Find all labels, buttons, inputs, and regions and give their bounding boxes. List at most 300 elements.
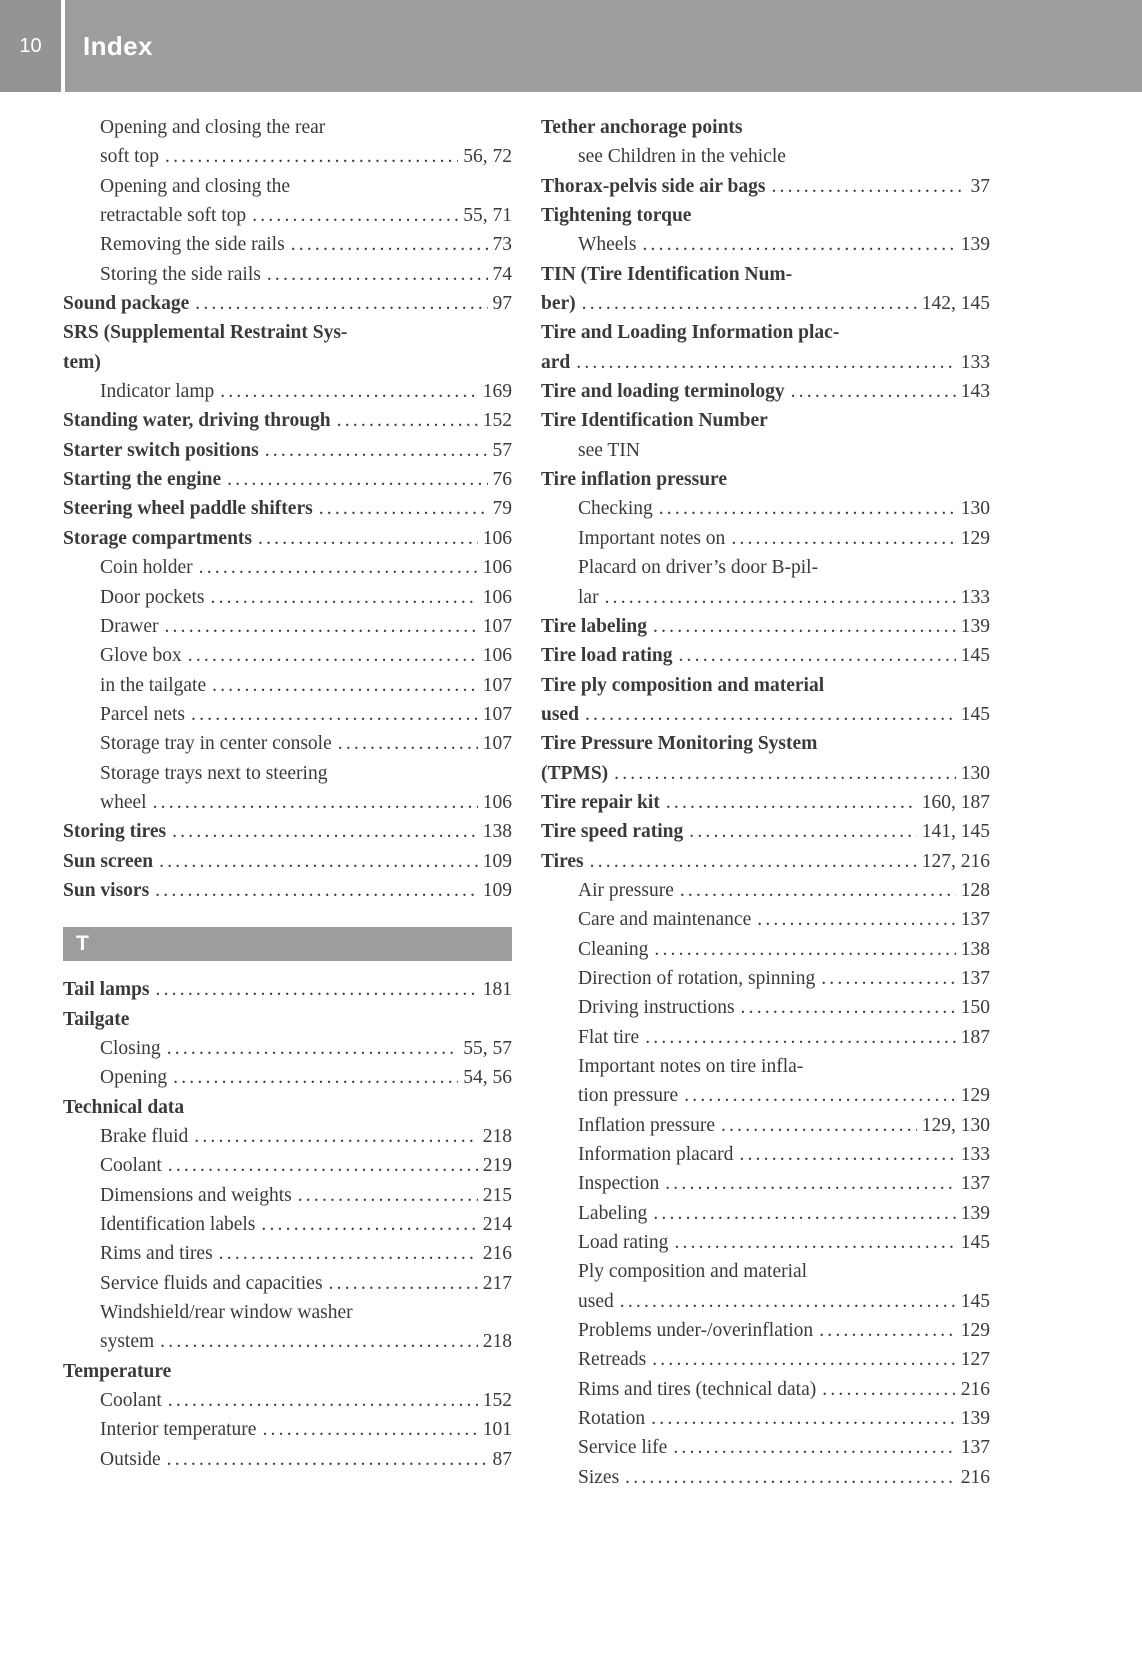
header-divider (61, 0, 65, 92)
entry-text: Sound package (63, 293, 190, 315)
entry-line (578, 494, 990, 523)
entry-page-number: 217 (482, 1272, 512, 1294)
entry-text: Placard on driver’s door B-pil- (578, 557, 819, 579)
index-entry (63, 975, 512, 1004)
dot-leader (654, 935, 955, 964)
entry-text: Inspection (578, 1173, 660, 1195)
entry-line (578, 1169, 990, 1198)
entry-line (100, 142, 512, 171)
dot-leader (153, 788, 478, 817)
entry-line (63, 524, 512, 553)
entry-page-number: 128 (960, 879, 990, 901)
entry-page-number: 109 (482, 879, 512, 901)
entry-line (578, 1433, 990, 1462)
entry-line (100, 1210, 512, 1239)
index-entry (541, 524, 990, 553)
entry-line (100, 759, 512, 788)
entry-page-number: 106 (482, 791, 512, 813)
dot-leader (168, 1386, 478, 1415)
entry-text: Service life (578, 1437, 668, 1459)
entry-page-number: 97 (492, 293, 512, 315)
entry-line (541, 847, 990, 876)
entry-text: Steering wheel paddle shifters (63, 498, 313, 520)
entry-text: Tire speed rating (541, 821, 684, 843)
index-entry (541, 465, 990, 494)
entry-line (100, 1445, 512, 1474)
entry-text: see TIN (578, 439, 640, 461)
page-header (0, 0, 1142, 92)
entry-page-number: 37 (970, 175, 990, 197)
entry-line (100, 172, 512, 201)
index-entry (541, 494, 990, 523)
entry-text: Indicator lamp (100, 381, 215, 403)
index-entry (541, 230, 990, 259)
dot-leader (582, 289, 917, 318)
index-entry (541, 318, 990, 377)
entry-text: ard (541, 351, 571, 373)
entry-text: see Children in the vehicle (578, 146, 786, 168)
entry-line (100, 641, 512, 670)
entry-line (63, 847, 512, 876)
entry-page-number: 216 (960, 1378, 990, 1400)
entry-text: Tire inflation pressure (541, 469, 727, 491)
entry-text: tion pressure (578, 1085, 679, 1107)
entry-page-number: 219 (482, 1155, 512, 1177)
entry-text: Identification labels (100, 1214, 256, 1236)
entry-text: Storage tray in center console (100, 733, 332, 755)
index-entry (541, 847, 990, 876)
entry-text: SRS (Supplemental Restraint Sys- (63, 322, 348, 344)
entry-text: Interior temperature (100, 1419, 257, 1441)
index-entry (541, 1463, 990, 1492)
dot-leader (337, 406, 478, 435)
index-entry (541, 993, 990, 1022)
entry-line (100, 553, 512, 582)
entry-line (100, 1386, 512, 1415)
index-entry (63, 847, 512, 876)
dot-leader (262, 1415, 477, 1444)
entry-line (100, 788, 512, 817)
index-entry (63, 700, 512, 729)
index-entry (541, 172, 990, 201)
entry-line (578, 583, 990, 612)
entry-page-number: 130 (960, 762, 990, 784)
entry-page-number: 107 (482, 615, 512, 637)
entry-page-number: 129 (960, 1085, 990, 1107)
entry-line (63, 465, 512, 494)
entry-page-number: 139 (960, 1202, 990, 1224)
index-entry (541, 905, 990, 934)
dot-leader (219, 1239, 478, 1268)
entry-page-number: 150 (960, 997, 990, 1019)
index-entry (63, 1122, 512, 1151)
dot-leader (680, 876, 956, 905)
entry-text: TIN (Tire Identification Num- (541, 263, 793, 285)
entry-line (578, 524, 990, 553)
entry-page-number: 218 (482, 1126, 512, 1147)
dot-leader (227, 465, 487, 494)
entry-page-number: 139 (960, 1408, 990, 1430)
index-entry (541, 436, 990, 465)
dot-leader (167, 1445, 488, 1474)
entry-line (63, 1005, 512, 1034)
entry-line (578, 436, 990, 465)
dot-leader (258, 524, 478, 553)
index-entry (63, 1034, 512, 1063)
entry-line (578, 1199, 990, 1228)
entry-text: Door pockets (100, 586, 205, 608)
entry-text: Tire labeling (541, 615, 648, 637)
dot-leader (590, 847, 917, 876)
entry-line (578, 993, 990, 1022)
index-entry (63, 1210, 512, 1239)
index-entry (63, 1269, 512, 1298)
entry-text: Sun screen (63, 850, 154, 872)
entry-line (100, 671, 512, 700)
dot-leader (159, 847, 478, 876)
entry-page-number: 215 (482, 1184, 512, 1206)
index-entry (63, 113, 512, 172)
index-entry (541, 1228, 990, 1257)
entry-page-number: 133 (960, 1144, 990, 1166)
entry-text: Rotation (578, 1408, 646, 1430)
entry-page-number: 216 (482, 1243, 512, 1265)
dot-leader (155, 876, 478, 905)
dot-leader (821, 964, 956, 993)
entry-line (100, 1269, 512, 1298)
entry-text: Opening and closing the (100, 175, 291, 197)
entry-page-number: 214 (482, 1214, 512, 1236)
index-entry (541, 1257, 990, 1316)
entry-text: Opening and closing the rear (100, 117, 326, 138)
dot-leader (267, 260, 488, 289)
entry-text: tem) (63, 351, 101, 373)
dot-leader (252, 201, 458, 230)
entry-line (100, 612, 512, 641)
index-column-right (541, 113, 990, 1492)
entry-page-number: 152 (482, 1390, 512, 1412)
entry-page-number: 107 (482, 733, 512, 755)
entry-line (578, 142, 990, 171)
entry-line (541, 377, 990, 406)
entry-line (100, 583, 512, 612)
entry-line (100, 1415, 512, 1444)
entry-text: Tire repair kit (541, 791, 660, 813)
entry-text: Starting the engine (63, 469, 222, 491)
entry-line (578, 1052, 990, 1081)
dot-leader (172, 817, 478, 846)
entry-line (578, 1316, 990, 1345)
dot-leader (329, 1269, 478, 1298)
dot-leader (678, 641, 955, 670)
entry-page-number: 87 (492, 1448, 512, 1470)
entry-line (100, 1122, 512, 1151)
entry-line (541, 406, 990, 435)
dot-leader (194, 1122, 477, 1151)
entry-page-number: 216 (960, 1466, 990, 1488)
entry-line (100, 1181, 512, 1210)
entry-text: Problems under-/overinflation (578, 1320, 814, 1342)
index-entry (63, 1357, 512, 1386)
dot-leader (721, 1111, 917, 1140)
entry-line (63, 436, 512, 465)
entry-line (578, 1140, 990, 1169)
index-entry (541, 142, 990, 171)
index-entry (541, 1375, 990, 1404)
dot-leader (211, 583, 478, 612)
entry-text: Tire ply composition and material (541, 674, 825, 696)
dot-leader (674, 1228, 955, 1257)
index-entry (63, 553, 512, 582)
entry-line (63, 318, 512, 347)
dot-leader (298, 1181, 478, 1210)
index-entry (63, 260, 512, 289)
entry-line (541, 700, 990, 729)
index-entry (541, 260, 990, 319)
dot-leader (741, 993, 956, 1022)
dot-leader (642, 230, 955, 259)
entry-line (541, 788, 990, 817)
index-entry (63, 1239, 512, 1268)
dot-leader (666, 788, 917, 817)
dot-leader (684, 1081, 956, 1110)
entry-text: retractable soft top (100, 205, 247, 227)
entry-line (100, 729, 512, 758)
entry-text: (TPMS) (541, 762, 609, 784)
index-entry (63, 1386, 512, 1415)
dot-leader (220, 377, 478, 406)
dot-leader (191, 700, 478, 729)
dot-leader (757, 905, 956, 934)
entry-page-number: 127 (960, 1349, 990, 1371)
entry-text: Rims and tires (technical data) (578, 1378, 817, 1400)
index-entry (63, 612, 512, 641)
entry-line (578, 1463, 990, 1492)
entry-line (63, 494, 512, 523)
entry-line (100, 1034, 512, 1063)
entry-line (100, 377, 512, 406)
index-entry (541, 1140, 990, 1169)
entry-text: Removing the side rails (100, 234, 285, 256)
entry-text: Service fluids and capacities (100, 1272, 323, 1294)
entry-line (578, 1081, 990, 1110)
entry-line (100, 1063, 512, 1092)
entry-line (63, 406, 512, 435)
index-entry (63, 1415, 512, 1444)
index-entry (541, 553, 990, 612)
entry-page-number: 107 (482, 703, 512, 725)
entry-line (541, 260, 990, 289)
entry-text: Driving instructions (578, 997, 735, 1019)
entry-text: Tire and loading terminology (541, 381, 785, 403)
entry-text: Flat tire (578, 1026, 640, 1048)
entry-text: Important notes on (578, 527, 726, 549)
entry-line (100, 1239, 512, 1268)
index-entry (541, 612, 990, 641)
entry-page-number: 129, 130 (921, 1114, 990, 1136)
entry-text: Drawer (100, 615, 159, 637)
index-entry (63, 406, 512, 435)
entry-page-number: 137 (960, 909, 990, 931)
entry-text: Tire Identification Number (541, 410, 768, 432)
entry-line (63, 975, 512, 1004)
dot-leader (652, 1345, 956, 1374)
entry-text: Tightening torque (541, 205, 692, 227)
entry-line (100, 1298, 512, 1327)
entry-text: Storage trays next to steering (100, 762, 328, 784)
index-entry (63, 1063, 512, 1092)
entry-line (100, 230, 512, 259)
entry-text: Coolant (100, 1390, 162, 1412)
entry-line (100, 1327, 512, 1356)
dot-leader (689, 817, 916, 846)
entry-page-number: 101 (482, 1419, 512, 1441)
letter-section-header: T (63, 927, 512, 961)
entry-text: Coolant (100, 1155, 162, 1177)
entry-text: wheel (100, 791, 147, 813)
dot-leader (338, 729, 478, 758)
entry-line (63, 1357, 512, 1386)
entry-page-number: 106 (482, 645, 512, 667)
index-entry (541, 876, 990, 905)
entry-text: Care and maintenance (578, 909, 752, 931)
index-entry (541, 201, 990, 230)
entry-text: Coin holder (100, 557, 193, 579)
dot-leader (673, 1433, 955, 1462)
index-entry (63, 1298, 512, 1357)
entry-page-number: 137 (960, 967, 990, 989)
entry-text: Temperature (63, 1360, 172, 1382)
entry-text: system (100, 1331, 155, 1353)
index-entry (63, 494, 512, 523)
entry-text: Storing the side rails (100, 263, 261, 285)
dot-leader (739, 1140, 955, 1169)
entry-line (63, 817, 512, 846)
entry-page-number: 145 (960, 1290, 990, 1312)
dot-leader (291, 230, 488, 259)
entry-page-number: 145 (960, 645, 990, 667)
entry-page-number: 133 (960, 351, 990, 373)
entry-text: Thorax-pelvis side air bags (541, 175, 766, 197)
entry-text: Tail lamps (63, 979, 150, 1001)
index-entry (63, 817, 512, 846)
index-body (0, 92, 1142, 1492)
entry-text: Sizes (578, 1466, 620, 1488)
index-entry (63, 289, 512, 318)
index-entry (541, 641, 990, 670)
entry-line (100, 1151, 512, 1180)
entry-line (541, 671, 990, 700)
dot-leader (265, 436, 488, 465)
entry-line (578, 1111, 990, 1140)
entry-line (578, 1375, 990, 1404)
entry-page-number: 107 (482, 674, 512, 696)
dot-leader (188, 641, 478, 670)
dot-leader (653, 1199, 955, 1228)
entry-line (578, 1023, 990, 1052)
dot-leader (620, 1287, 956, 1316)
entry-page-number: 152 (482, 410, 512, 432)
entry-text: Sun visors (63, 879, 150, 901)
entry-line (578, 935, 990, 964)
index-entry (63, 1093, 512, 1122)
entry-page-number: 169 (482, 381, 512, 403)
entry-text: soft top (100, 146, 160, 168)
entry-line (100, 260, 512, 289)
entry-text: Retreads (578, 1349, 647, 1371)
index-entry (541, 1433, 990, 1462)
dot-leader (261, 1210, 477, 1239)
dot-leader (819, 1316, 956, 1345)
entry-text: Dimensions and weights (100, 1184, 292, 1206)
entry-page-number: 129 (960, 527, 990, 549)
entry-line (100, 113, 512, 142)
entry-text: Direction of rotation, spinning (578, 967, 816, 989)
entry-line (578, 964, 990, 993)
entry-page-number: 127, 216 (921, 850, 990, 872)
index-entry (63, 318, 512, 377)
entry-line (578, 1287, 990, 1316)
index-entry (63, 876, 512, 905)
dot-leader (605, 583, 956, 612)
entry-line (541, 318, 990, 347)
dot-leader (645, 1023, 956, 1052)
entry-text: Storage compartments (63, 527, 252, 549)
index-entry (541, 1023, 990, 1052)
index-entry (63, 1445, 512, 1474)
entry-page-number: 181 (482, 979, 512, 1001)
index-entry (63, 172, 512, 231)
entry-line (541, 641, 990, 670)
index-entry (63, 1181, 512, 1210)
entry-page-number: 57 (492, 439, 512, 461)
entry-text: Air pressure (578, 879, 674, 901)
dot-leader (167, 1034, 459, 1063)
dot-leader (156, 975, 478, 1004)
index-entry (541, 964, 990, 993)
entry-text: Labeling (578, 1202, 648, 1224)
entry-text: ber) (541, 293, 576, 315)
entry-text: used (578, 1290, 614, 1312)
entry-text: lar (578, 586, 599, 608)
index-entry (63, 759, 512, 818)
entry-page-number: 55, 71 (463, 205, 512, 227)
entry-text: Technical data (63, 1096, 185, 1118)
index-entry (541, 377, 990, 406)
entry-text: Closing (100, 1037, 161, 1059)
index-entry (541, 1345, 990, 1374)
entry-page-number: 133 (960, 586, 990, 608)
dot-leader (168, 1151, 478, 1180)
entry-page-number: 106 (482, 586, 512, 608)
index-entry (541, 729, 990, 788)
entry-line (541, 759, 990, 788)
entry-text: in the tailgate (100, 674, 207, 696)
index-entry (63, 436, 512, 465)
index-entry (63, 465, 512, 494)
index-entry (541, 113, 990, 142)
entry-text: Important notes on tire infla- (578, 1056, 804, 1077)
entry-line (541, 612, 990, 641)
entry-page-number: 218 (482, 1331, 512, 1353)
entry-page-number: 55, 57 (463, 1037, 512, 1059)
dot-leader (659, 494, 956, 523)
index-entry (541, 671, 990, 730)
entry-line (541, 348, 990, 377)
dot-leader (576, 348, 956, 377)
index-entry (541, 1169, 990, 1198)
dot-leader (731, 524, 955, 553)
